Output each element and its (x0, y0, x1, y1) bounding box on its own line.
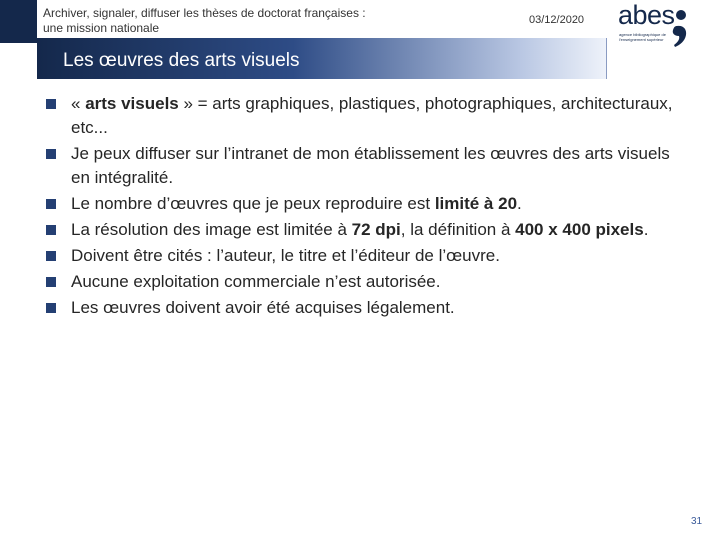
bullet-text: Les œuvres doivent avoir été acquises légalement. (71, 298, 455, 317)
square-bullet-icon (46, 303, 56, 313)
bullet-bold-text: 72 dpi (351, 220, 401, 239)
bullet-text: « (71, 94, 86, 113)
bullet-bold-text: 400 x 400 pixels (515, 220, 644, 239)
bullet-text: » = arts graphiques, plastiques, photographiques, architecturaux, etc... (71, 94, 673, 137)
bullet-list (45, 92, 675, 322)
bullet-item (45, 296, 675, 320)
bullet-bold-text: arts visuels (85, 94, 179, 113)
corner-block (0, 0, 37, 43)
bullet-text: Aucune exploitation commerciale n’est autorisée. (71, 272, 441, 291)
square-bullet-icon (46, 225, 56, 235)
bullet-text: Je peux diffuser sur l’intranet de mon établissement les œuvres des arts visuels en intégralité. (71, 144, 670, 187)
slide-title: Les œuvres des arts visuels (63, 50, 300, 71)
bullet-item (45, 192, 675, 216)
bullet-text: . (517, 194, 522, 213)
square-bullet-icon (46, 251, 56, 261)
bullet-text: Le nombre d’œuvres que je peux reproduire est (71, 194, 435, 213)
square-bullet-icon (46, 149, 56, 159)
bullet-text: La résolution des image est limitée à (71, 220, 352, 239)
bullet-item (45, 270, 675, 294)
logo-word: abes (618, 0, 675, 30)
logo-semicolon-mark (669, 4, 691, 52)
bullet-item (45, 92, 675, 140)
bullet-text: Doivent être cités : l’auteur, le titre et l’éditeur de l’œuvre. (71, 246, 500, 265)
square-bullet-icon (46, 99, 56, 109)
bullet-text: . (643, 220, 649, 239)
logo-tagline: agence bibliographique de l'enseignement supérieur (619, 32, 666, 42)
bullet-text: , la définition à (400, 220, 516, 239)
square-bullet-icon (46, 199, 56, 209)
page-number: 31 (691, 516, 703, 527)
header-text (43, 6, 413, 36)
header-line-1: Archiver, signaler, diffuser les thèses de doctorat françaises : (43, 6, 366, 20)
bullet-item (45, 244, 675, 268)
abes-logo (614, 0, 694, 52)
square-bullet-icon (46, 277, 56, 287)
bullet-item (45, 218, 675, 242)
header-date: 03/12/2020 (529, 14, 585, 26)
header-line-2: une mission nationale (43, 21, 160, 35)
title-bar (37, 38, 607, 79)
bullet-bold-text: limité à 20 (434, 194, 518, 213)
bullet-item (45, 142, 675, 190)
